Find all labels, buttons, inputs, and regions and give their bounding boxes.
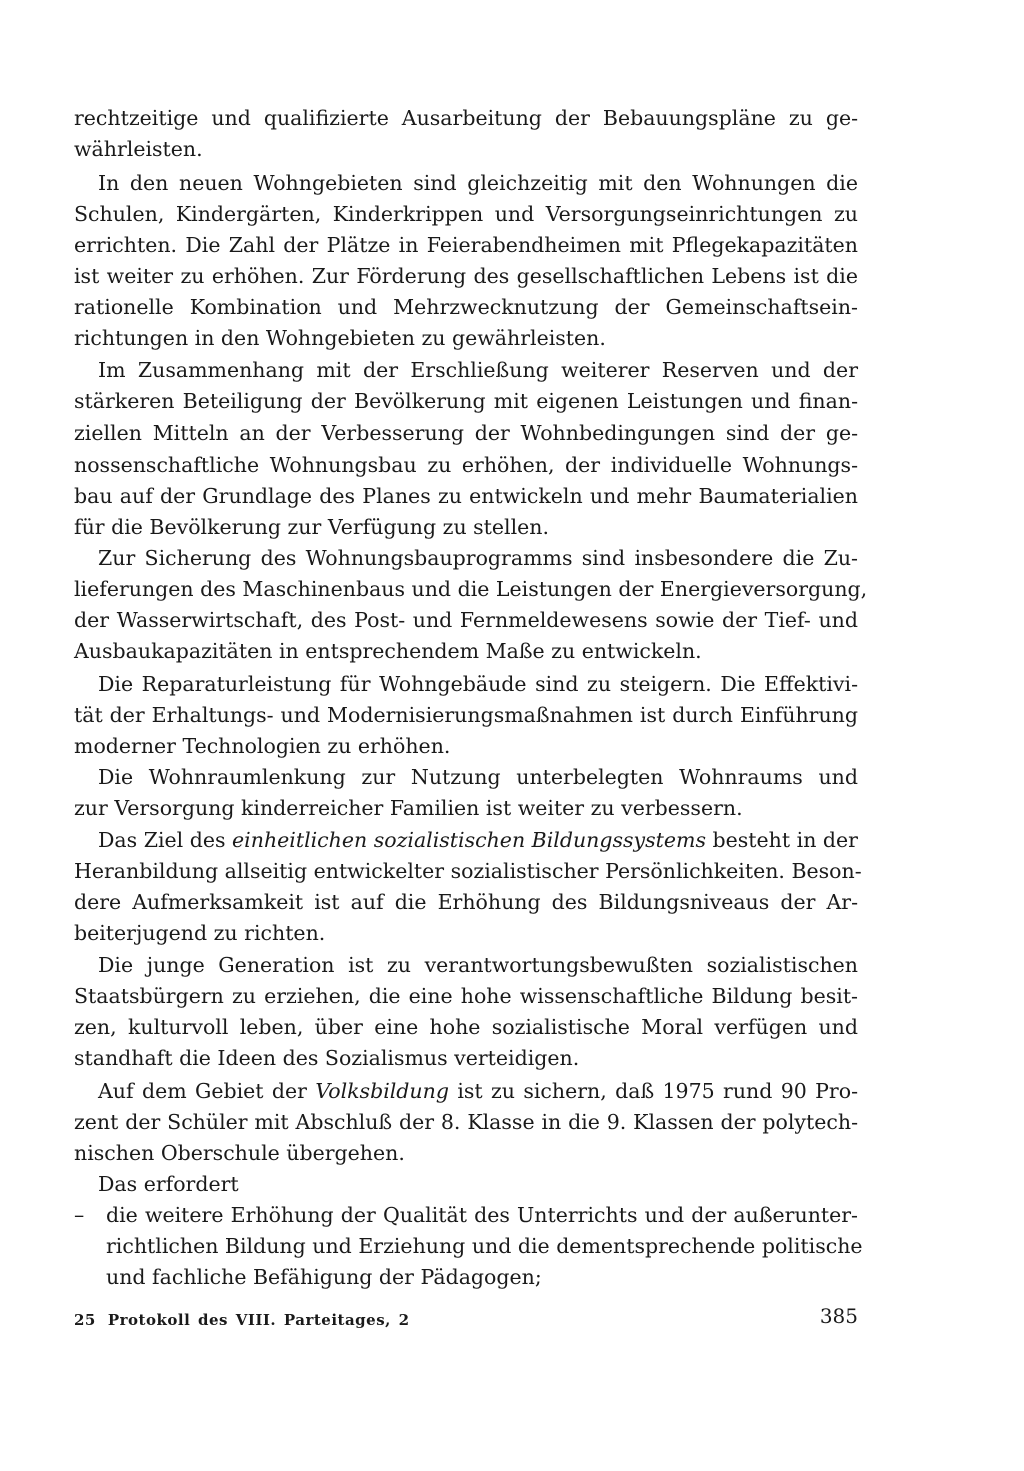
text-segment: ist zu sichern, daß 1975 rund 90 Pro-	[448, 1079, 858, 1103]
text-line: Die junge Generation ist zu verantwortungsbewußten sozialistischen	[98, 953, 858, 977]
text-line: zur Versorgung kinderreicher Familien ist weiter zu verbessern.	[74, 796, 743, 820]
text-line: lieferungen des Maschinenbaus und die Leistungen der Energieversorgung,	[74, 577, 868, 601]
text-segment: Auf dem Gebiet der	[98, 1079, 316, 1103]
text-line: Heranbildung allseitig entwickelter sozialistischer Persönlichkeiten. Beson-	[74, 859, 862, 883]
list-item-line: die weitere Erhöhung der Qualität des Unterrichts und der außerunter-	[106, 1203, 858, 1227]
text-line: In den neuen Wohngebieten sind gleichzeitig mit den Wohnungen die	[98, 171, 858, 195]
text-line: ziellen Mitteln an der Verbesserung der Wohnbedingungen sind der ge-	[74, 421, 858, 445]
list-item-line: und fachliche Befähigung der Pädagogen;	[106, 1265, 542, 1289]
text-line: Ausbaukapazitäten in entsprechendem Maße zu entwickeln.	[74, 639, 702, 663]
text-line: zent der Schüler mit Abschluß der 8. Klasse in die 9. Klassen der polytech-	[74, 1110, 858, 1134]
text-line: bau auf der Grundlage des Planes zu entwickeln und mehr Baumaterialien	[74, 484, 858, 508]
text-line: nossenschaftliche Wohnungsbau zu erhöhen, der individuelle Wohnungs-	[74, 453, 858, 477]
text-line: Die Wohnraumlenkung zur Nutzung unterbelegten Wohnraums und	[98, 765, 858, 789]
text-line: der Wasserwirtschaft, des Post- und Fernmeldewesens sowie der Tief- und	[74, 608, 858, 632]
footer-title: Protokoll des VIII. Parteitages, 2	[107, 1311, 410, 1329]
text-line	[98, 1076, 858, 1107]
page-number: 385	[819, 1304, 858, 1328]
text-line: errichten. Die Zahl der Plätze in Feierabendheimen mit Pflegekapazitäten	[74, 233, 858, 257]
text-line: dere Aufmerksamkeit ist auf die Erhöhung des Bildungsniveaus der Ar-	[74, 890, 858, 914]
text-line: beiterjugend zu richten.	[74, 921, 326, 945]
text-line: währleisten.	[74, 137, 203, 161]
list-item-line: richtlichen Bildung und Erziehung und die dementsprechende politische	[106, 1234, 863, 1258]
text-line: richtungen in den Wohngebieten zu gewährleisten.	[74, 326, 606, 350]
text-line: Das erfordert	[98, 1172, 239, 1196]
text-segment: besteht in der	[705, 828, 858, 852]
text-line: Schulen, Kindergärten, Kinderkrippen und Versorgungseinrichtungen zu	[74, 202, 858, 226]
text-line: moderner Technologien zu erhöhen.	[74, 734, 451, 758]
emphasis-text: Volksbildung	[315, 1079, 449, 1103]
text-line: Die Reparaturleistung für Wohngebäude sind zu steigern. Die Effektivi-	[98, 672, 858, 696]
text-line: rationelle Kombination und Mehrzwecknutzung der Gemeinschaftsein-	[74, 295, 858, 319]
text-line: Im Zusammenhang mit der Erschließung weiterer Reserven und der	[98, 358, 858, 382]
text-line: ist weiter zu erhöhen. Zur Förderung des gesellschaftlichen Lebens ist die	[74, 264, 858, 288]
text-line: zen, kulturvoll leben, über eine hohe sozialistische Moral verfügen und	[74, 1015, 858, 1039]
text-line	[98, 825, 858, 856]
text-line: Zur Sicherung des Wohnungsbauprogramms sind insbesondere die Zu-	[98, 546, 858, 570]
text-segment: Das Ziel des	[98, 828, 233, 852]
text-line: nischen Oberschule übergehen.	[74, 1141, 405, 1165]
page-footer	[74, 1311, 410, 1329]
text-line: für die Bevölkerung zur Verfügung zu stellen.	[74, 515, 550, 539]
text-line: tät der Erhaltungs- und Modernisierungsmaßnahmen ist durch Einführung	[74, 703, 858, 727]
text-line: standhaft die Ideen des Sozialismus verteidigen.	[74, 1046, 580, 1070]
text-line: Staatsbürgern zu erziehen, die eine hohe wissenschaftliche Bildung besit-	[74, 984, 858, 1008]
dash-bullet: –	[74, 1203, 85, 1227]
text-line: rechtzeitige und qualifizierte Ausarbeitung der Bebauungspläne zu ge-	[74, 106, 858, 130]
emphasis-text: einheitlichen sozialistischen Bildungssystems	[232, 828, 706, 852]
signature-mark: 25	[74, 1311, 96, 1329]
text-line: stärkeren Beteiligung der Bevölkerung mit eigenen Leistungen und finan-	[74, 389, 858, 413]
